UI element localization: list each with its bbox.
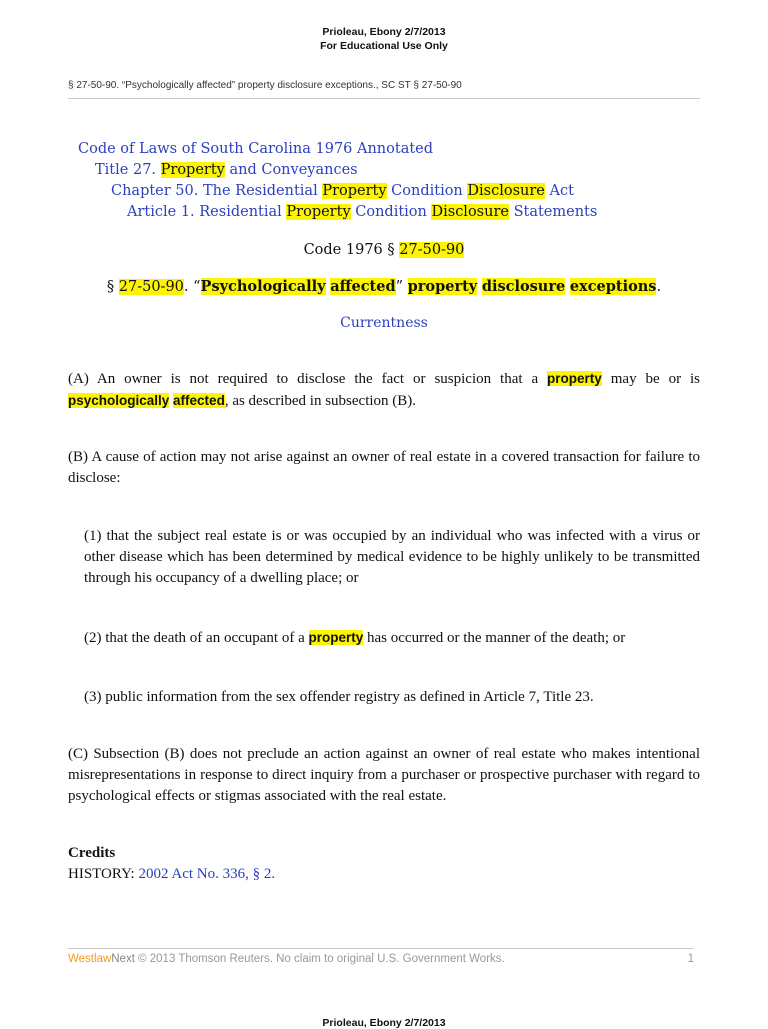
page-footer <box>68 953 694 965</box>
paragraph-b: (B) A cause of action may not arise against an owner of real estate in a covered transaction for failure to disclose: <box>68 449 700 486</box>
subparagraph-1: (1) that the subject real estate is or was occupied by an individual who was infected with a virus or other disease which has been determined by medical evidence to be highly unlikely to be transmitted through his occupancy of a dwelling place; or <box>84 528 700 586</box>
paragraph-a: (A) An owner is not required to disclose the fact or suspicion that a property may be or is psychologically affected, as described in subsection (B). <box>68 371 701 409</box>
breadcrumb-article[interactable]: Article 1. Residential Property Condition Disclosure Statements <box>127 204 598 220</box>
header-educational-use: For Educational Use Only <box>320 40 448 52</box>
footer-copyright: © 2013 Thomson Reuters. No claim to original U.S. Government Works. <box>134 953 505 965</box>
breadcrumb-title[interactable]: Title 27. Property and Conveyances <box>95 162 358 178</box>
next-page-header: Prioleau, Ebony 2/7/2013 <box>322 1017 446 1029</box>
history-act-link[interactable]: 2002 Act No. 336, § 2. <box>138 866 276 882</box>
breadcrumb-chapter[interactable]: Chapter 50. The Residential Property Condition Disclosure Act <box>111 183 574 199</box>
breadcrumb-code[interactable]: Code of Laws of South Carolina 1976 Annotated <box>78 141 434 157</box>
top-divider <box>68 98 700 99</box>
credits-heading: Credits <box>68 845 116 861</box>
code-reference: Code 1976 § 27-50-90 <box>303 242 465 258</box>
westlaw-next-logo: Next <box>111 953 135 965</box>
page-number: 1 <box>687 953 694 965</box>
history-line: HISTORY: 2002 Act No. 336, § 2. <box>68 866 276 882</box>
header-name-date: Prioleau, Ebony 2/7/2013 <box>322 26 446 38</box>
section-title: § 27-50-90. “Psychologically affected” property disclosure exceptions. <box>106 278 662 295</box>
currentness-link[interactable]: Currentness <box>340 315 428 331</box>
subparagraph-3: (3) public information from the sex offender registry as defined in Article 7, Title 23. <box>84 689 594 705</box>
westlaw-logo: Westlaw <box>68 953 112 965</box>
footer-divider <box>68 948 694 949</box>
document-citation: § 27-50-90. “Psychologically affected” property disclosure exceptions., SC ST § 27-50-90 <box>68 80 462 91</box>
subparagraph-2: (2) that the death of an occupant of a property has occurred or the manner of the death; or <box>84 630 626 646</box>
paragraph-c: (C) Subsection (B) does not preclude an action against an owner of real estate who makes intentional misrepresentations in response to direct inquiry from a purchaser or prospective purchaser with regard to psychological effects or stigmas associated with the real estate. <box>68 746 700 804</box>
